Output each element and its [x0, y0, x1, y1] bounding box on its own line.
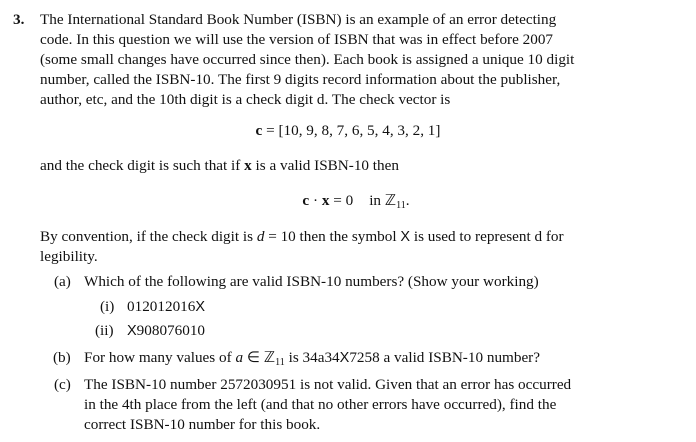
integers-mod-symbol: ℤ [263, 349, 276, 366]
modulus-subscript: 11 [275, 357, 285, 368]
convention-line-2: legibility. [40, 248, 98, 265]
eq-vector-x: x [321, 192, 330, 209]
isbn-digits: 908076010 [136, 322, 206, 339]
part-a-i-isbn [127, 297, 205, 317]
symbol-X: X [339, 350, 350, 366]
eq-vector-c: c [302, 192, 310, 209]
convention-text: is used to represent d for [410, 228, 564, 245]
convention-text: = 10 then the symbol [264, 228, 401, 245]
part-c-line: in the 4th place from the left (and that no other errors have occurred), find the [84, 396, 557, 413]
modulus-subscript: 11 [396, 200, 406, 211]
symbol-X: X [400, 229, 411, 245]
part-b-text-mid: is 34a34 [284, 349, 340, 366]
middle-sentence [40, 156, 640, 176]
part-a-label: (a) [54, 273, 71, 290]
symbol-X: X [195, 299, 206, 315]
intro-paragraph [40, 10, 640, 110]
var-d: d [256, 228, 265, 245]
convention-line-1 [40, 227, 640, 247]
intro-line: (some small changes have occurred since then). Each book is assigned a unique 10 digit [40, 51, 575, 68]
intro-line: code. In this question we will use the version of ISBN that was in effect before 2007 [40, 31, 554, 48]
eq-rest: = 0 [329, 192, 354, 209]
part-c-label: (c) [54, 376, 71, 393]
intro-line: author, etc, and the 10th digit is a check digit d. The check vector is [40, 91, 451, 108]
convention-text: By convention, if the check digit is [40, 228, 257, 245]
part-c-line: The ISBN-10 number 2572030951 is not valid. Given that an error has occurred [84, 376, 572, 393]
eq-end: . [405, 192, 410, 209]
part-b-text-before: For how many values of [84, 349, 236, 366]
equals-sign: = [262, 122, 279, 139]
check-vector-values: [10, 9, 8, 7, 6, 5, 4, 3, 2, 1] [278, 122, 441, 139]
check-vector-equation [0, 121, 696, 141]
intro-line: number, called the ISBN-10. The first 9 digits record information about the publisher, [40, 71, 561, 88]
var-a: a [235, 349, 244, 366]
middle-line [40, 156, 640, 176]
part-c-line: correct ISBN-10 number for this book. [84, 416, 321, 433]
vector-x: x [244, 157, 252, 174]
dot-product-equation [8, 191, 696, 211]
convention-paragraph [40, 227, 640, 267]
part-a-text: Which of the following are valid ISBN-10 numbers? (Show your working) [84, 273, 539, 290]
part-b-label: (b) [53, 349, 71, 366]
intro-line: The International Standard Book Number (ISBN) is an example of an error detecting [40, 11, 557, 28]
integers-mod-symbol: ℤ [384, 192, 397, 209]
middle-text-before: and the check digit is such that if [40, 157, 245, 174]
part-a-i-label: (i) [100, 298, 115, 315]
part-b-text-after: 7258 a valid ISBN-10 number? [349, 349, 540, 366]
part-a-ii-label: (ii) [95, 322, 114, 339]
eq-in: in [369, 192, 385, 209]
part-c-text [84, 375, 640, 435]
element-of: ∈ [243, 349, 264, 366]
part-a-ii-isbn [127, 321, 205, 341]
isbn-digits: 012012016 [127, 298, 196, 315]
dot-operator: · [309, 192, 322, 209]
part-b-text [84, 348, 540, 368]
question-number: 3. [13, 11, 25, 28]
vector-c: c [255, 122, 263, 139]
symbol-X: X [127, 323, 137, 339]
middle-text-after: is a valid ISBN-10 then [251, 157, 399, 174]
